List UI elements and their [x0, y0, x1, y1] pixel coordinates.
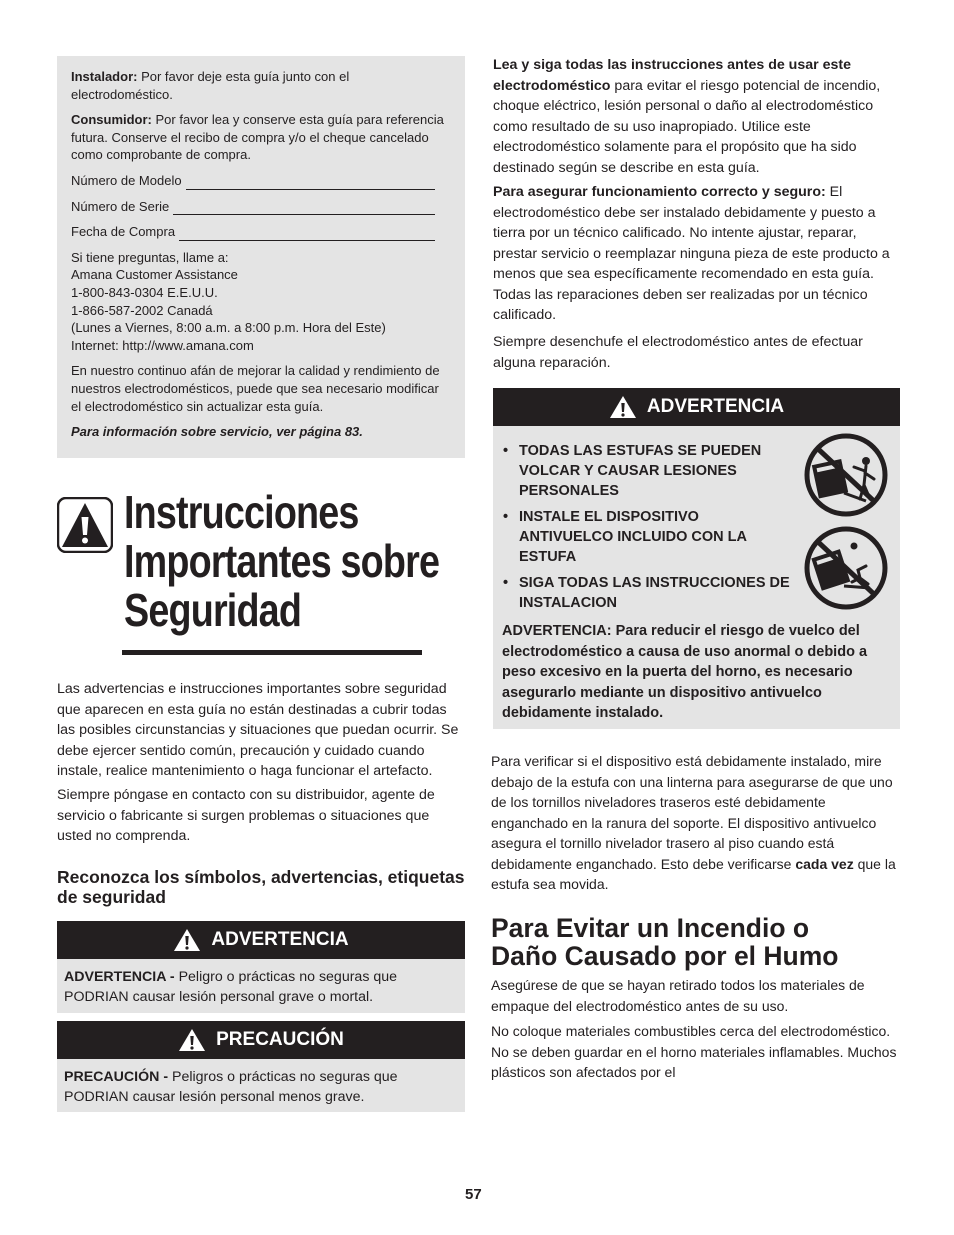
intro-paragraph: Las advertencias e instrucciones importantes sobre seguridad que aparecen en esta guía no están destinadas a cubrir todas las posibles circunstancias y situaciones que puedan ocurrir. Se debe ejercer sentido común, precaución y cuidado cuando instale, realice mantenimiento o haga funcionar el artefacto.	[57, 681, 459, 779]
no-standing-on-door-icon	[804, 433, 888, 517]
contact-info: Si tiene preguntas, llame a: Amana Customer Assistance 1-800-843-0304 E.E.U.U. 1-866-587-2002 Canadá (Lunes a Viernes, 8:00 a.m. a 8:00 p.m. Hora del Este) Internet: http://www.amana.com	[71, 249, 386, 353]
warning-banner: ADVERTENCIA	[57, 921, 465, 959]
caution-banner: PRECAUCIÓN	[57, 1021, 465, 1059]
tip-over-warning-banner: ADVERTENCIA	[493, 388, 900, 426]
verify-bracket-paragraph: Para verificar si el dispositivo está debidamente instalado, mire debajo de la estufa con una linterna para asegurarse de que uno de los tornillos niveladores traseros esté debidamente enganchado en la ranura del soporte. El dispositivo antivuelco asegura el tornillo nivelador trasero al piso cuando está debidamente enganchado. Esto debe verificarse cada vez que la estufa sea movida.	[491, 753, 896, 892]
read-instructions-paragraph: Lea y siga todas las instrucciones antes de usar este electrodoméstico para evitar el riesgo potencial de incendio, choque eléctrico, lesión personal o daño al electrodoméstico como resultado de su uso inapropiado. Utilice este electrodoméstico solamente para el propósito que ha sido destinado según se describe en esta guía.	[493, 57, 881, 176]
tip-over-bullet-list	[503, 441, 793, 619]
page-number: 57	[465, 1186, 482, 1203]
service-note: Para información sobre servicio, ver página 83.	[71, 424, 363, 440]
warning-triangle-icon	[57, 497, 113, 553]
owner-info-box	[57, 56, 465, 458]
combustible-materials-paragraph: No coloque materiales combustibles cerca del electrodoméstico. No se deben guardar en el horno materiales inflamables. Muchos plásticos son afectados por el	[491, 1023, 897, 1080]
list-item: • INSTALE EL DISPOSITIVO ANTIVUELCO INCLUIDO CON LA ESTUFA	[503, 507, 793, 567]
page-title: Instrucciones Importantes sobre Seguridad	[124, 486, 440, 636]
serial-number-field: Número de Serie	[71, 198, 451, 216]
caution-definition-panel: PRECAUCIÓN - Peligros o prácticas no seguras que PODRIAN causar lesión personal menos grave.	[57, 1059, 465, 1112]
alert-triangle-icon	[609, 395, 637, 419]
title-underline	[122, 650, 422, 655]
section-heading-symbols: Reconozca los símbolos, advertencias, etiquetas de seguridad	[57, 867, 465, 907]
tip-over-warning-panel	[493, 426, 900, 729]
contact-paragraph: Siempre póngase en contacto con su distribuidor, agente de servicio o fabricante si surgen problemas o situaciones que usted no comprenda.	[57, 787, 435, 844]
improvement-note: En nuestro continuo afán de mejorar la calidad y rendimiento de nuestros electrodomésticos, puede que sea necesario modificar el electrodoméstico sin actualizar esta guía.	[71, 363, 440, 414]
list-item: • TODAS LAS ESTUFAS SE PUEDEN VOLCAR Y CAUSAR LESIONES PERSONALES	[503, 441, 793, 501]
alert-triangle-icon	[173, 928, 201, 952]
anti-tip-warning-paragraph: ADVERTENCIA: Para reducir el riesgo de vuelco del electrodoméstico a causa de uso anormal o debido a peso excesivo en la puerta del horno, es necesario asegurarlo mediante un dispositivo antivuelco debidamente instalado.	[502, 623, 868, 721]
list-item: • SIGA TODAS LAS INSTRUCCIONES DE INSTALACION	[503, 573, 793, 613]
packing-materials-paragraph: Asegúrese de que se hayan retirado todos los materiales de empaque del electrodoméstico antes de su uso.	[491, 977, 865, 1014]
proper-operation-paragraph: Para asegurar funcionamiento correcto y seguro: El electrodoméstico debe ser instalado debidamente y puesto a tierra por un técnico calificado. No intente ajustar, reparar, prestar servicio o reemplazar ninguna pieza de este producto a menos que sea específicamente recomendado en esta guía. Todas las reparaciones deben ser realizadas por un técnico calificado.	[493, 184, 890, 323]
alert-triangle-icon	[178, 1028, 206, 1052]
model-number-field: Número de Modelo	[71, 172, 451, 190]
no-climbing-on-door-icon	[804, 526, 888, 610]
section-heading-fire: Para Evitar un Incendio o Daño Causado por el Humo	[491, 913, 839, 971]
unplug-paragraph: Siempre desenchufe el electrodoméstico antes de efectuar alguna reparación.	[493, 334, 863, 371]
warning-definition-panel: ADVERTENCIA - Peligro o prácticas no seguras que PODRIAN causar lesión personal grave o mortal.	[57, 959, 465, 1013]
installer-note: Instalador: Por favor deje esta guía junto con el electrodoméstico.	[71, 69, 350, 102]
consumer-note: Consumidor: Por favor lea y conserve esta guía para referencia futura. Conserve el recibo de compra y/o el cheque cancelado como comprobante de compra.	[71, 112, 444, 163]
purchase-date-field: Fecha de Compra	[71, 223, 451, 241]
